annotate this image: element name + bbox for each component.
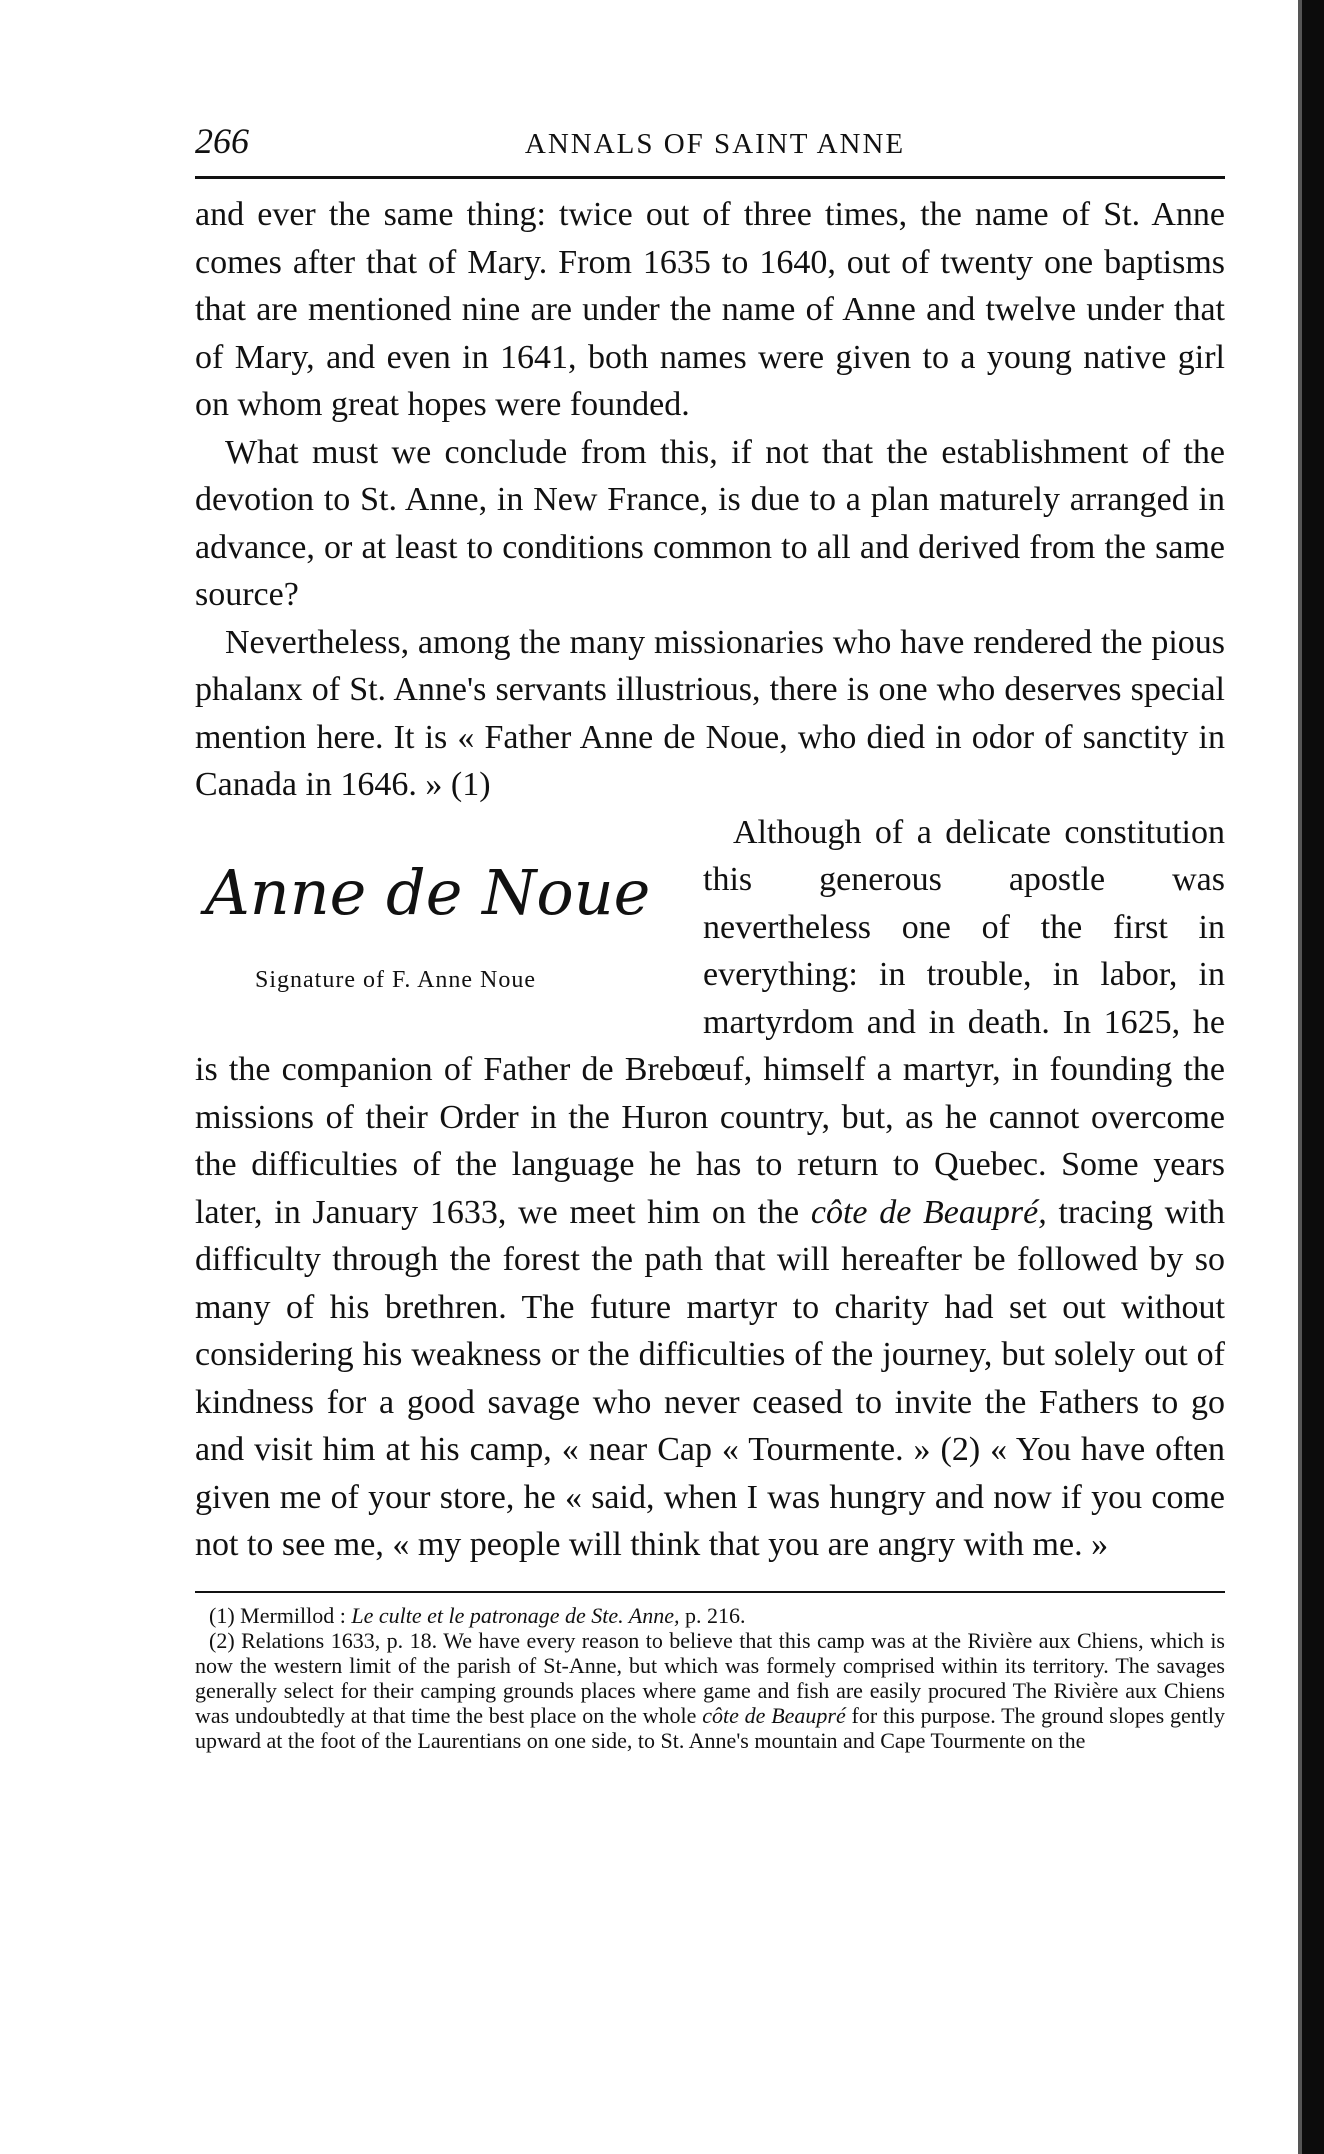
footnotes	[175, 1603, 1255, 1753]
signature-caption: Signature of F. Anne Noue	[255, 966, 537, 993]
paragraph-2: What must we conclude from this, if not that the establishment of the devotion to St. Anne, in New France, is due to a plan maturely arranged in advance, or at least to conditions common to all and derived from the same source?	[195, 433, 1225, 613]
footnote-rule	[195, 1591, 1225, 1593]
page-number: 266	[195, 121, 249, 161]
book-page	[175, 120, 1255, 1753]
paragraph-4-rest: tracing with difficulty through the forest the path that will hereafter be followed by so many of his brethren. The future martyr to charity had set out without considering his weakness or the difficulties of the journey, but solely out of kindness for a good savage who never ceased to invite the Fathers to go and visit him at his camp, « near Cap « Tourmente. » (2) « You have often given me of your store, he « said, when I was hungry and now if you come not to see me, « my people will think that you are angry with me. »	[195, 1193, 1226, 1563]
signature-image	[195, 839, 665, 949]
header-rule	[195, 176, 1225, 179]
body-text	[175, 191, 1255, 1569]
footnote-1	[195, 1603, 1225, 1628]
signature-figure	[195, 809, 685, 1039]
footnote-1-suffix: p. 216.	[684, 1602, 746, 1628]
footnote-2-end: for this purpose. The ground slopes gently upward at the foot of the Laurentians on one side, to St. Anne's mountain and Cape Tourmente on the	[195, 1702, 1225, 1753]
footnote-2	[195, 1628, 1225, 1753]
footnote-1-prefix: (1) Mermillod :	[209, 1602, 346, 1628]
scan-margin-bar	[1302, 0, 1324, 2154]
page-header	[175, 120, 1255, 170]
footnote-2-italic: côte de Beaupré	[702, 1702, 846, 1728]
footnote-2-start: (2) Relations 1633, p. 18. We have every reason to believe that this camp was at the Rivière aux Chiens, which is now the western limit of the parish of St-Anne, but which was formely comprised within its territory. The savages generally select for their camping grounds places where game and fish are easily procured The Rivière aux Chiens was undoubtedly at that time the best place on the whole	[195, 1627, 1225, 1728]
signature-script: Anne de Noue	[205, 855, 651, 929]
paragraph-1: and ever the same thing: twice out of three times, the name of St. Anne comes after that of Mary. From 1635 to 1640, out of twenty one baptisms that are mentioned nine are under the name of Anne and twelve under that of Mary, and even in 1641, both names were given to a young native girl on whom great hopes were founded.	[195, 196, 1225, 423]
running-title: ANNALS OF SAINT ANNE	[524, 128, 906, 160]
footnote-1-italic: Le culte et le patronage de Ste. Anne,	[351, 1602, 680, 1628]
paragraph-4-text: Although of a delicate constitution this generous apostle was nevertheless one of the first in everything: in trouble, in labor, in martyrdom and in death. In 1625, he is the companion of Father de Brebœuf, himself a martyr, in founding the missions of their Order in the Huron country, but, as he cannot overcome the difficulties of the language he has to return to Quebec. Some years later, in January 1633, we meet him on the	[195, 813, 1225, 1231]
paragraph-4-italic: côte de Beaupré,	[810, 1193, 1047, 1231]
paragraph-3: Nevertheless, among the many missionaries who have rendered the pious phalanx of St. Anne's servants illustrious, there is one who deserves special mention here. It is « Father Anne de Noue, who died in odor of sanctity in Canada in 1646. » (1)	[195, 623, 1225, 803]
